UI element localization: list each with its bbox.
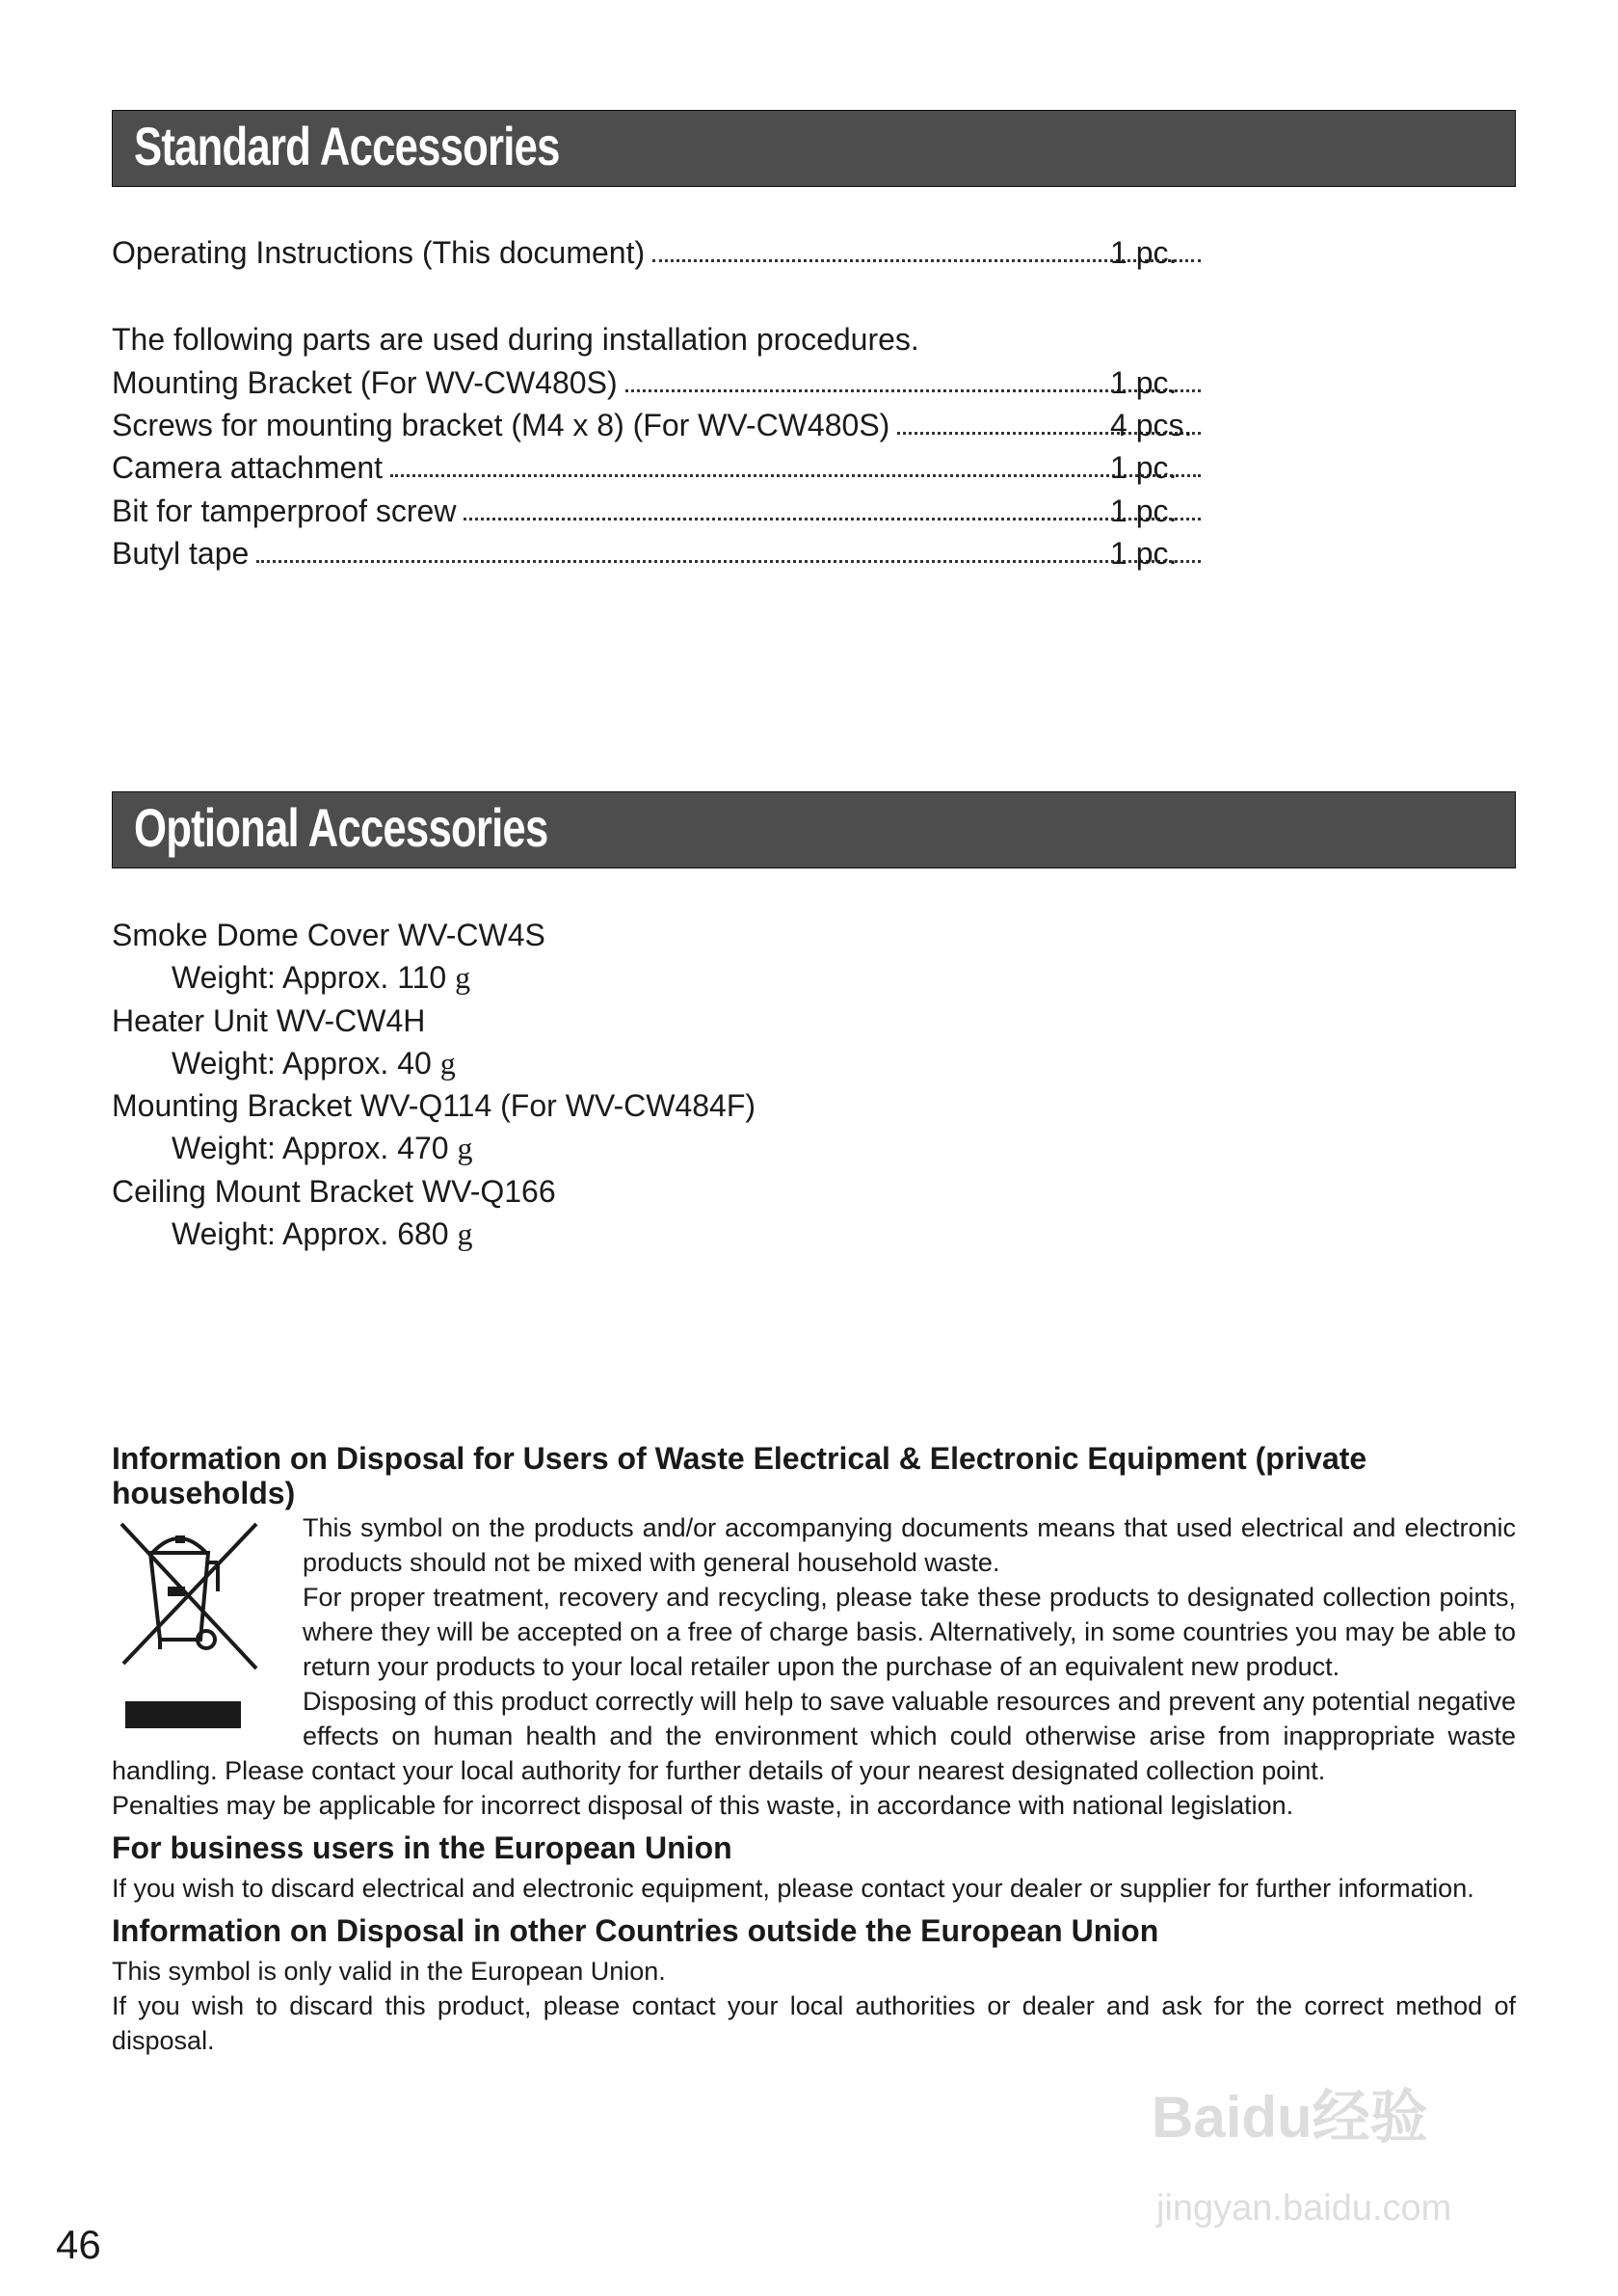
disposal-paragraph: Penalties may be applicable for incorrect disposal of this waste, in accordance with national legislation.	[112, 1791, 1294, 1820]
item-name: Mounting Bracket (For WV-CW480S)	[112, 365, 618, 400]
weight-unit: g	[439, 1046, 456, 1081]
other-countries-heading: Information on Disposal in other Countries outside the European Union	[112, 1913, 1159, 1948]
watermark-url: jingyan.baidu.com	[1156, 2188, 1452, 2229]
item-qty: 4 pcs.	[1110, 408, 1193, 442]
disposal-section	[112, 1441, 1516, 2058]
weight-value: Weight: Approx. 680	[172, 1216, 449, 1251]
accessory-row	[112, 490, 1201, 532]
disposal-paragraph: This symbol on the products and/or accompanying documents means that used electrical and electronic products should not be mixed with general household waste.	[303, 1513, 1516, 1577]
watermark-logo: Baidu经验	[1152, 2085, 1428, 2149]
page-number: 46	[56, 2222, 101, 2267]
install-intro: The following parts are used during installation procedures.	[112, 322, 919, 357]
weight-value: Weight: Approx. 40	[172, 1046, 432, 1081]
optional-item-name: Mounting Bracket WV-Q114 (For WV-CW484F)	[112, 1088, 756, 1123]
weight-unit: g	[455, 960, 471, 995]
dot-leader	[390, 446, 1201, 477]
section-title: Optional Accessories	[134, 797, 548, 858]
disposal-heading: Information on Disposal for Users of Waste Electrical & Electronic Equipment (private households)	[112, 1441, 1367, 1510]
accessory-row	[112, 361, 1201, 404]
item-qty: 1 pc.	[1110, 536, 1178, 571]
item-qty: 1 pc.	[1110, 235, 1178, 270]
item-name: Bit for tamperproof screw	[112, 494, 457, 528]
optional-item-weight	[172, 1127, 472, 1169]
accessory-row	[112, 532, 1201, 574]
business-paragraph: If you wish to discard electrical and electronic equipment, please contact your dealer or supplier for further information.	[112, 1874, 1474, 1903]
standard-accessories-header	[112, 110, 1516, 187]
weight-value: Weight: Approx. 470	[172, 1131, 449, 1165]
weight-value: Weight: Approx. 110	[172, 960, 447, 995]
section-title: Standard Accessories	[134, 116, 560, 176]
disposal-paragraph: Disposing of this product correctly will help to save valuable resources and prevent any potential negative effects on human health and the environment which could otherwise arise from inappropriate waste handling. Please contact your local authority for further details of your nearest designated collection point.	[112, 1687, 1516, 1785]
weight-unit: g	[457, 1216, 473, 1251]
optional-item-weight	[172, 956, 470, 999]
item-qty: 1 pc.	[1110, 450, 1178, 485]
item-name: Operating Instructions (This document)	[112, 235, 646, 270]
optional-item-weight	[172, 1042, 456, 1084]
accessory-row	[112, 231, 1201, 274]
business-heading: For business users in the European Union	[112, 1830, 732, 1865]
item-name: Butyl tape	[112, 536, 250, 571]
weight-unit: g	[457, 1131, 473, 1165]
other-countries-paragraph: If you wish to discard this product, please contact your local authorities or dealer and ask for the correct method of disposal.	[112, 1991, 1516, 2055]
item-qty: 1 pc.	[1110, 365, 1178, 400]
optional-accessories-header	[112, 791, 1516, 868]
other-countries-paragraph: This symbol is only valid in the European Union.	[112, 1957, 666, 1986]
accessory-row	[112, 404, 1201, 446]
optional-item-name: Heater Unit WV-CW4H	[112, 1003, 426, 1038]
optional-item-name: Ceiling Mount Bracket WV-Q166	[112, 1174, 556, 1209]
item-qty: 1 pc.	[1110, 494, 1178, 528]
accessory-row	[112, 446, 1201, 489]
item-name: Screws for mounting bracket (M4 x 8) (For WV-CW480S)	[112, 408, 890, 442]
dot-leader	[256, 532, 1201, 563]
item-name: Camera attachment	[112, 450, 384, 485]
optional-item-weight	[172, 1213, 472, 1255]
dot-leader	[464, 490, 1201, 521]
disposal-paragraph: For proper treatment, recovery and recycling, please take these products to designated collection points, where they will be accepted on a free of charge basis. Alternatively, in some countries you may be able to return your products to your local retailer upon the purchase of an equivalent new product.	[303, 1583, 1516, 1681]
weee-crossed-bin-icon	[112, 1514, 303, 1746]
optional-item-name: Smoke Dome Cover WV-CW4S	[112, 918, 545, 952]
